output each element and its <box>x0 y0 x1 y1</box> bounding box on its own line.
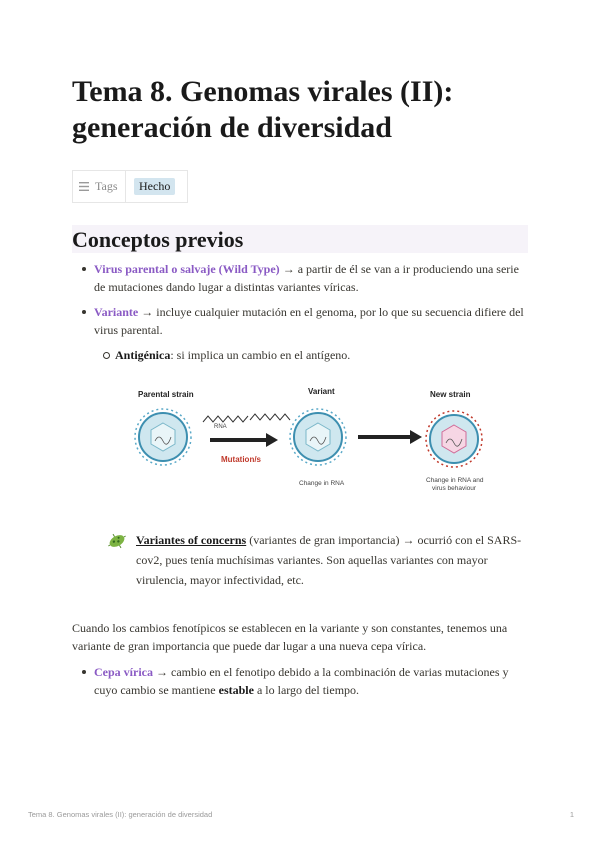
list-icon <box>79 182 89 191</box>
term-antigenica: Antigénica <box>115 348 171 362</box>
variant-virus-icon <box>290 409 346 465</box>
page-footer <box>28 810 574 819</box>
callout-text: Variantes of concerns (variantes de gran importancia) → ocurrió con el SARS-cov2, pues tenía muchísimas variantes. Son aquellas variantes con mayor virulencia, mayor infectividad, etc. <box>136 533 522 587</box>
term-cepa-virica: Cepa vírica <box>94 665 153 679</box>
sub-list <box>100 346 520 364</box>
label-variant: Variant <box>308 387 335 396</box>
variant-diagram <box>118 382 510 500</box>
term-variante: Variante <box>94 305 139 319</box>
term-virus-parental: Virus parental o salvaje (Wild Type) <box>94 262 280 276</box>
new-strain-virus-icon <box>426 411 482 467</box>
rna-strand-icon <box>203 416 248 422</box>
arrow-icon <box>358 435 410 439</box>
list-item: Antigénica: si implica un cambio en el antígeno. <box>100 346 520 364</box>
page-title: Tema 8. Genomas virales (II): generación de diversidad <box>72 75 454 144</box>
paragraph: Cuando los cambios fenotípicos se establecen en la variante y son constantes, tenemos una variante de gran importancia que puede dar lugar a una nueva cepa vírica. <box>72 621 508 653</box>
tags-property-label: Tags <box>72 171 126 202</box>
properties-table <box>72 170 188 203</box>
callout <box>106 530 526 590</box>
label-rna: RNA <box>214 424 227 430</box>
label-change-rna-behaviour-2: virus behaviour <box>432 485 477 492</box>
arrow-head-icon <box>266 433 278 447</box>
rna-strand-icon <box>250 414 290 420</box>
term-variants-of-concern: Variantes of concerns <box>136 533 247 547</box>
concepts-list <box>80 260 530 346</box>
arrow-icon <box>210 438 266 442</box>
tag-hecho[interactable]: Hecho <box>134 178 175 195</box>
list-item: Cepa vírica → cambio en el fenotipo debido a la combinación de varias mutaciones y cuyo cambio se mantiene estable a lo largo del tiempo. <box>80 663 530 699</box>
virus-icon <box>106 530 128 552</box>
section-heading: Conceptos previos <box>72 227 244 252</box>
label-new-strain: New strain <box>430 390 471 399</box>
list-item: Variante → incluye cualquier mutación en el genoma, por lo que su secuencia difiere del virus parental. <box>80 303 530 339</box>
label-parental-strain: Parental strain <box>138 390 194 399</box>
label-mutation: Mutation/s <box>221 455 261 464</box>
page-number: 1 <box>569 810 574 819</box>
label-change-in-rna: Change in RNA <box>299 480 345 487</box>
footer-title: Tema 8. Genomas virales (II): generación de diversidad <box>28 810 213 819</box>
arrow-head-icon <box>410 430 422 444</box>
cepa-list <box>80 663 530 706</box>
parental-virus-icon <box>135 409 191 465</box>
list-item: Virus parental o salvaje (Wild Type) → a partir de él se van a ir produciendo una serie de mutaciones dando lugar a distintas variantes víricas. <box>80 260 530 296</box>
label-change-rna-behaviour: Change in RNA and <box>426 477 484 484</box>
tags-property-value[interactable] <box>126 171 188 202</box>
